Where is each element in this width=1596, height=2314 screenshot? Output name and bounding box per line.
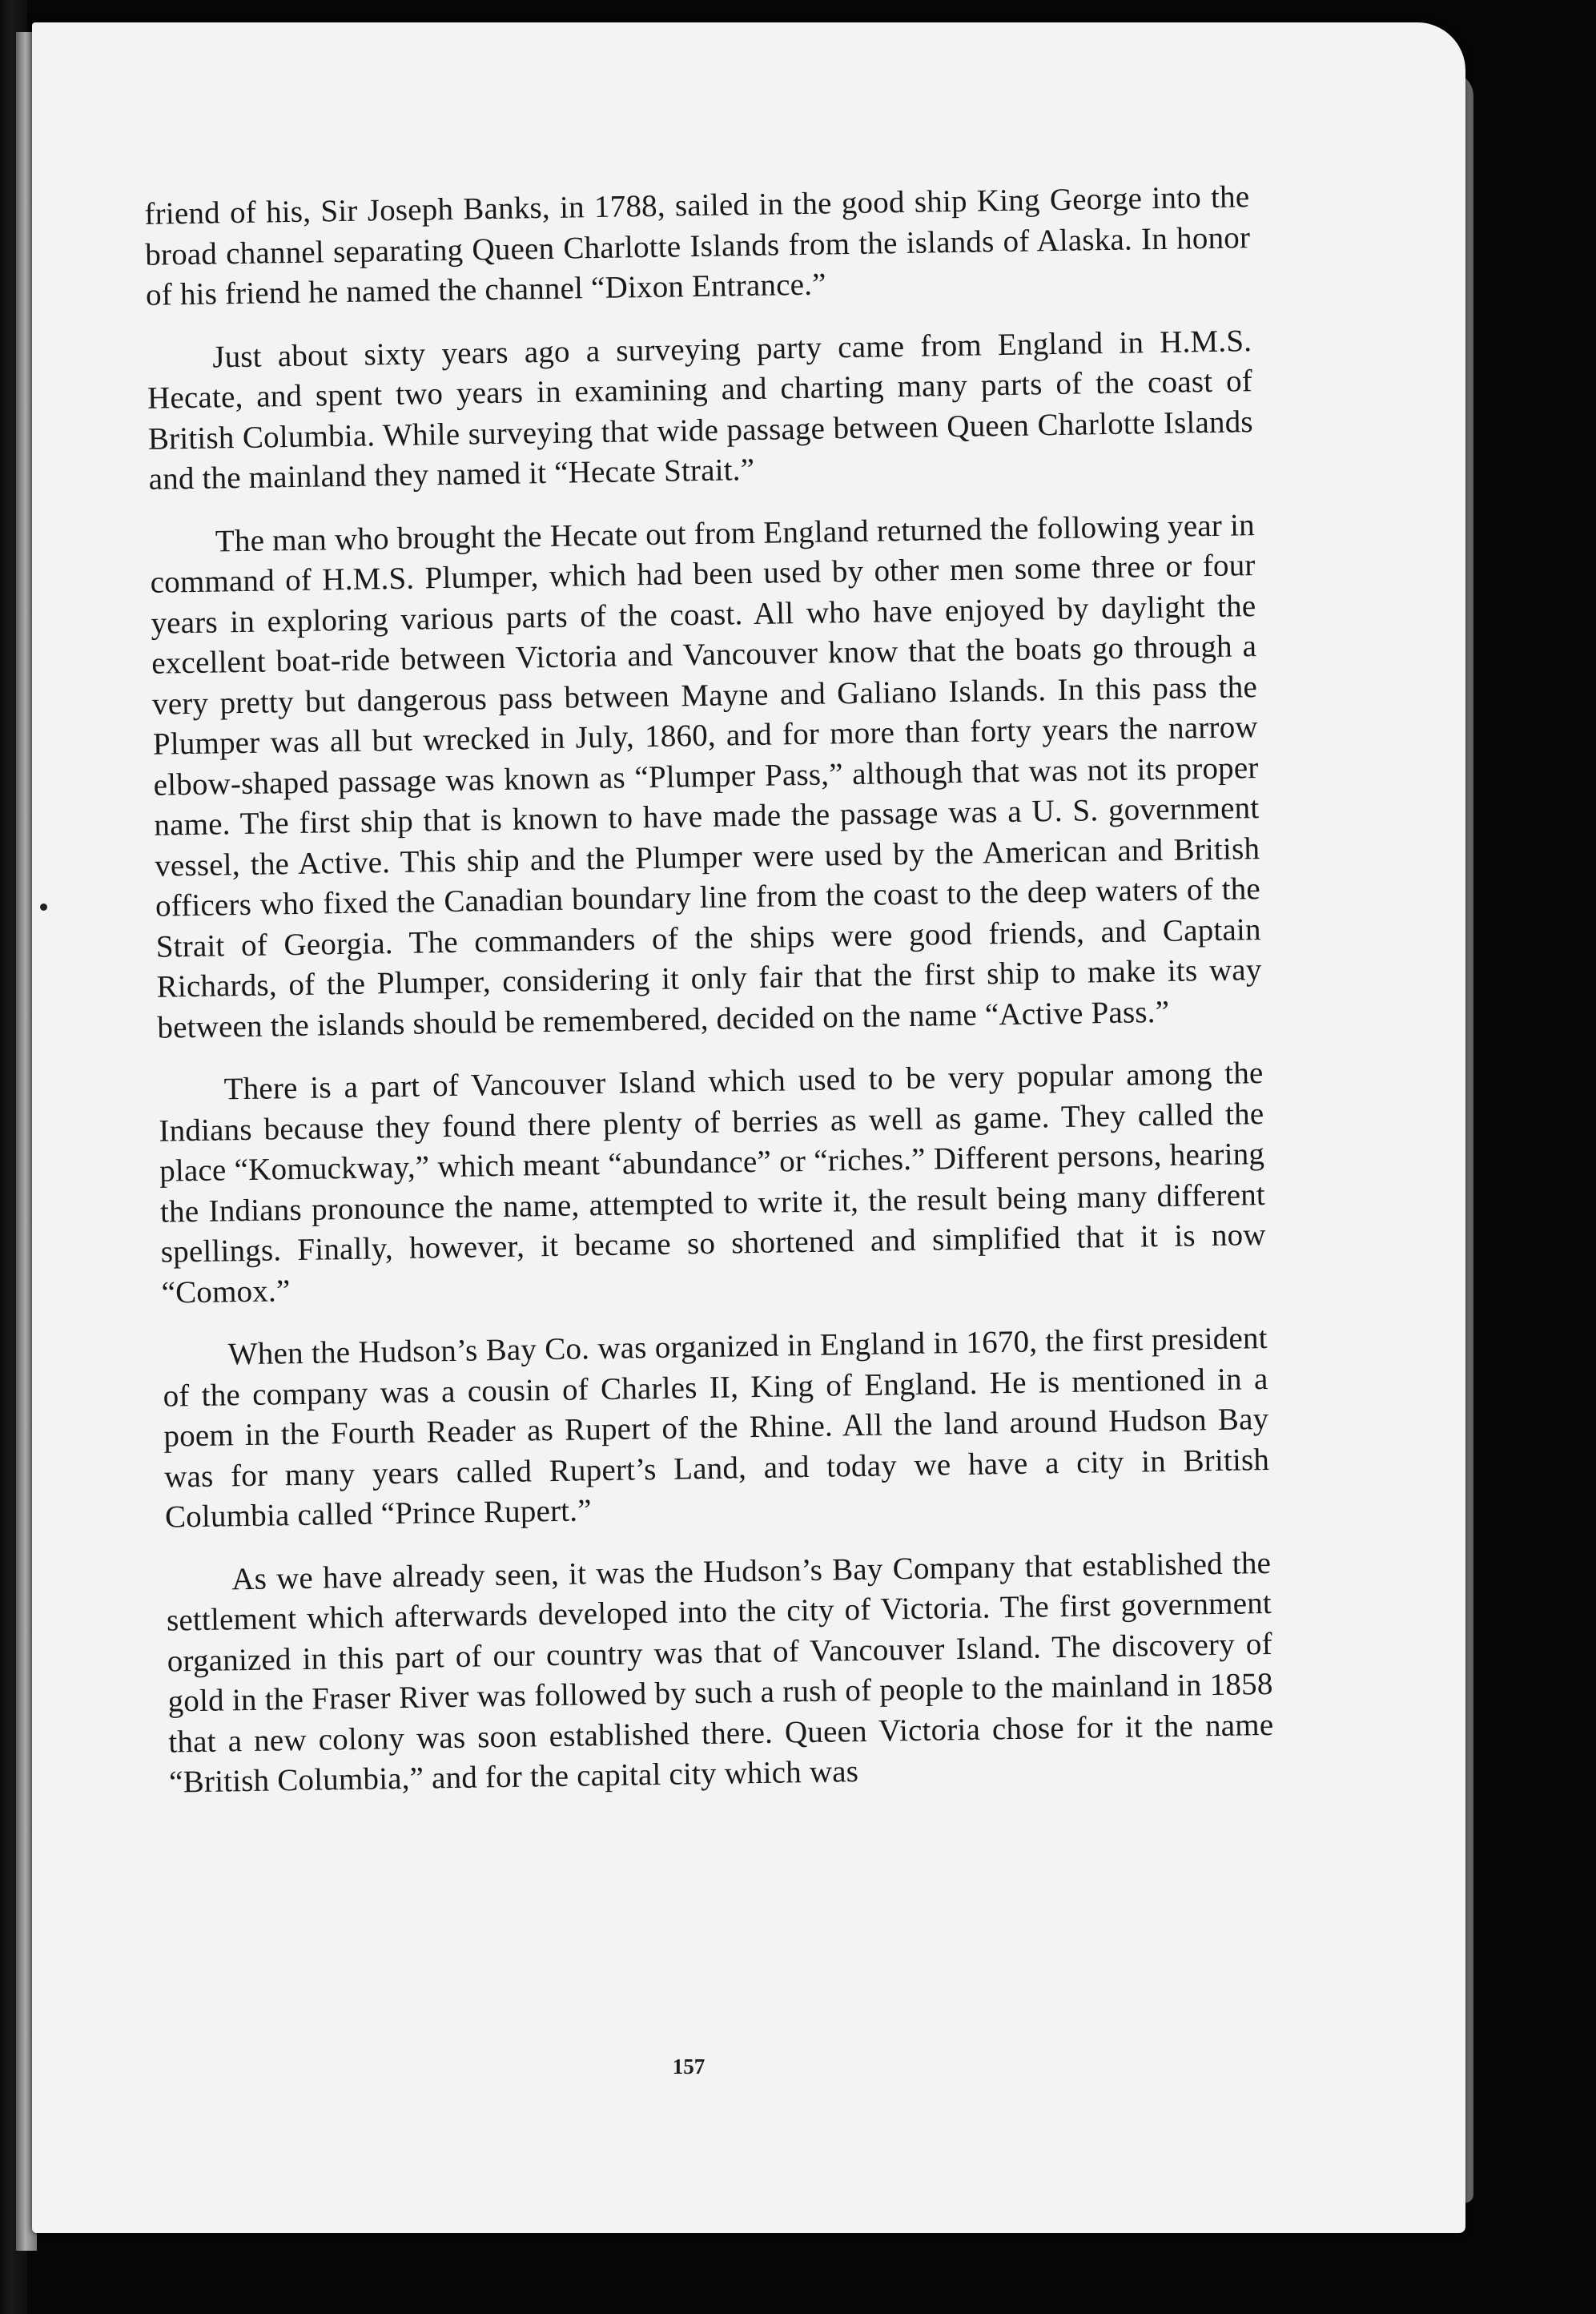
margin-mark [40,903,47,911]
paragraph: As we have already seen, it was the Hudson’s Bay Company that established the settlement which afterwards developed into the city of Victoria. The first government organized in this part of our country was that of Vancouver Island. The discovery of gold in the Fraser River was followed by such a rush of people to the mainland in 1858 that a new colony was soon established there. Queen Victoria chose for it the name “British Columbia,” and for the capital city which was [166,1545,1274,1800]
paragraph: Just about sixty years ago a surveying party came from England in H.M.S. Hecate, and spent two years in examining and charting many parts of the coast of British Columbia. While surveying that wide passage between Queen Charlotte Islands and the mainland they named it “Hecate Strait.” [147,323,1254,497]
page-body-text [144,177,1275,1825]
paragraph: There is a part of Vancouver Island which used to be very popular among the Indians because they found there plenty of berries as well as game. They called the place “Komuckway,” which meant “abundance” or “riches.” Different persons, hearing the Indians pronounce the name, attempted to write it, the result being many different spellings. Finally, however, it became so shortened and simplified that it is now “Comox.” [159,1056,1266,1310]
page-number: 157 [672,2054,706,2079]
paragraph: The man who brought the Hecate out from England returned the following year in command of H.M.S. Plumper, which had been used by other men some three or four years in exploring various parts of the coast. All who have enjoyed by daylight the excellent boat-ride between Victoria and Vancouver know that the boats go through a very pretty but dangerous pass between Mayne and Galiano Islands. In this pass the Plumper was all but wrecked in July, 1860, and for more than forty years the narrow elbow-shaped passage was known as “Plumper Pass,” although that was not its proper name. The first ship that is known to have made the passage was a U. S. government vessel, the Active. This ship and the Plumper were used by the American and British officers who fixed the Canadian boundary line from the coast to the deep waters of the Strait of Georgia. The commanders of the ships were good friends, and Captain Richards, of the Plumper, considering it only fair that the first ship to make its way between the islands should be remembered, decided on the name “Active Pass.” [150,507,1262,1045]
paragraph: friend of his, Sir Joseph Banks, in 1788, sailed in the good ship King George into the broad channel separating Queen Charlotte Islands from the islands of Alaska. In honor of his friend he named the channel “Dixon Entrance.” [144,179,1251,312]
paragraph: When the Hudson’s Bay Co. was organized in England in 1670, the first president of the company was a cousin of Charles II, King of England. He is mentioned in a poem in the Fourth Reader as Rupert of the Rhine. All the land around Hudson Bay was for many years called Rupert’s Land, and today we have a city in British Columbia called “Prince Rupert.” [163,1320,1270,1535]
